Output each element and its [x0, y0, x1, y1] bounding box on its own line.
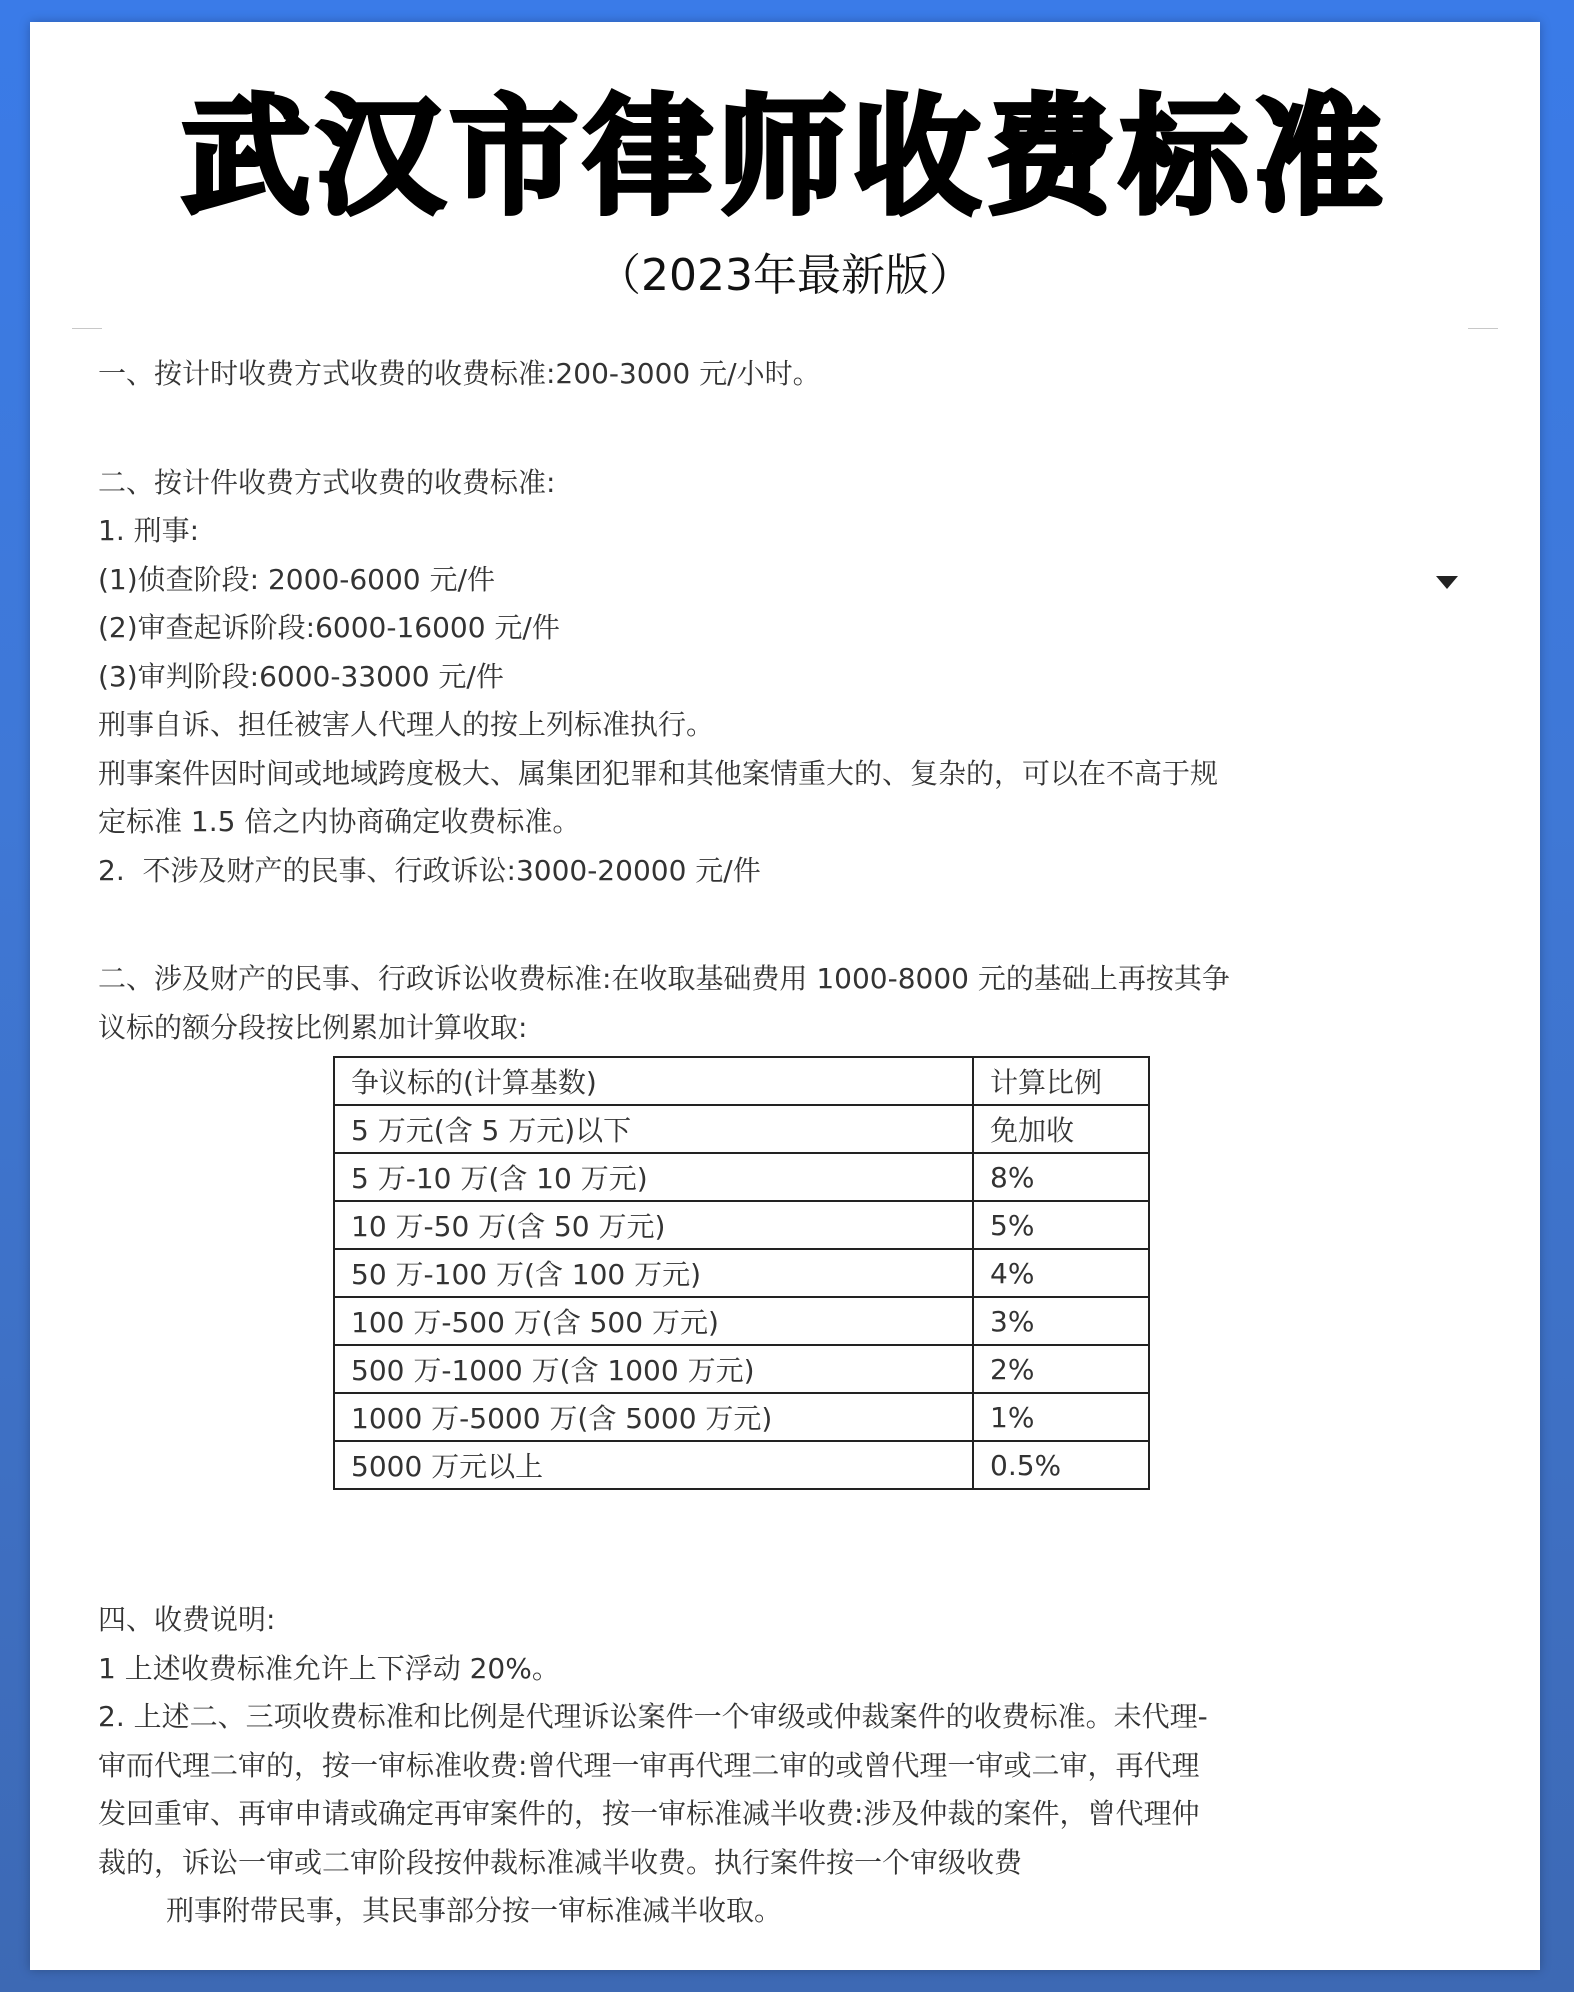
document-page — [30, 22, 1540, 1970]
notes-item-3: 刑事附带民事，其民事部分按一审标准减半收取。 — [166, 1894, 783, 1927]
table-cell-ratio: 4% — [973, 1249, 1149, 1297]
criminal-heading: 1. 刑事: — [98, 514, 200, 547]
table-row — [334, 1249, 1149, 1297]
table-row — [334, 1201, 1149, 1249]
table-cell-basis: 5 万-10 万(含 10 万元) — [334, 1153, 973, 1201]
notes-item-2-line-2: 审而代理二审的，按一审标准收费:曾代理一审再代理二审的或曾代理一审或二审，再代理 — [98, 1748, 1200, 1782]
page-subtitle: （2023年最新版） — [597, 250, 973, 301]
section-property-line-2: 议标的额分段按比例累加计算收取: — [98, 1010, 528, 1044]
section-per-case-heading: 二、按计件收费方式收费的收费标准: — [98, 465, 556, 499]
table-cell-basis: 1000 万-5000 万(含 5000 万元) — [334, 1393, 973, 1441]
table-cell-basis: 50 万-100 万(含 100 万元) — [334, 1249, 973, 1297]
notes-item-2-line-3: 发回重审、再审申请或确定再审案件的，按一审标准减半收费:涉及仲裁的案件，曾代理仲 — [98, 1797, 1200, 1830]
table-header-row — [334, 1057, 1149, 1105]
table-cell-basis: 10 万-50 万(含 50 万元) — [334, 1201, 973, 1249]
page-corner-mark-right — [1468, 328, 1498, 329]
notes-item-2-line-4: 裁的，诉讼一审或二审阶段按仲裁标准减半收费。执行案件按一个审级收费 — [98, 1845, 1023, 1879]
criminal-stage-prosecution: (2)审查起诉阶段:6000-16000 元/件 — [98, 611, 560, 644]
table-row — [334, 1297, 1149, 1345]
criminal-note-private: 刑事自诉、担任被害人代理人的按上列标准执行。 — [98, 708, 715, 741]
notes-item-2-line-1: 2. 上述二、三项收费标准和比例是代理诉讼案件一个审级或仲裁案件的收费标准。未代理- — [98, 1700, 1208, 1733]
page-corner-mark-left — [72, 328, 102, 329]
table-header-ratio: 计算比例 — [973, 1057, 1149, 1105]
table-cell-ratio: 8% — [973, 1153, 1149, 1201]
section-property-line-1: 二、涉及财产的民事、行政诉讼收费标准:在收取基础费用 1000-8000 元的基础上再按其争 — [98, 962, 1230, 995]
civil-non-property-fee: 2. 不涉及财产的民事、行政诉讼:3000-20000 元/件 — [98, 853, 761, 887]
table-cell-basis: 100 万-500 万(含 500 万元) — [334, 1297, 973, 1345]
table-cell-ratio: 3% — [973, 1297, 1149, 1345]
fee-notes-section — [98, 1596, 1498, 1936]
section-hourly-fee: 一、按计时收费方式收费的收费标准:200-3000 元/小时。 — [98, 357, 821, 390]
table-cell-ratio: 免加收 — [973, 1105, 1149, 1153]
fee-ratio-table — [333, 1056, 1150, 1490]
table-row — [334, 1345, 1149, 1393]
table-cell-ratio: 1% — [973, 1393, 1149, 1441]
notes-heading: 四、收费说明: — [98, 1603, 276, 1636]
criminal-stage-trial: (3)审判阶段:6000-33000 元/件 — [98, 659, 504, 693]
table-row — [334, 1441, 1149, 1489]
table-header-basis: 争议标的(计算基数) — [334, 1057, 973, 1105]
table-cell-basis: 5 万元(含 5 万元)以下 — [334, 1105, 973, 1153]
table-cell-ratio: 0.5% — [973, 1441, 1149, 1489]
table-cell-ratio: 2% — [973, 1345, 1149, 1393]
table-row — [334, 1153, 1149, 1201]
table-cell-ratio: 5% — [973, 1201, 1149, 1249]
table-cell-basis: 5000 万元以上 — [334, 1441, 973, 1489]
table-row — [334, 1105, 1149, 1153]
criminal-note-complex-1: 刑事案件因时间或地域跨度极大、属集团犯罪和其他案情重大的、复杂的，可以在不高于规 — [98, 756, 1219, 790]
table-row — [334, 1393, 1149, 1441]
criminal-stage-investigation: (1)侦查阶段: 2000-6000 元/件 — [98, 562, 495, 596]
criminal-note-complex-2: 定标准 1.5 倍之内协商确定收费标准。 — [98, 805, 581, 838]
table-cell-basis: 500 万-1000 万(含 1000 万元) — [334, 1345, 973, 1393]
notes-item-1: 1 上述收费标准允许上下浮动 20%。 — [98, 1651, 560, 1685]
page-title: 武汉市律师收费标准 — [181, 83, 1388, 232]
fee-text-body — [98, 350, 1498, 1052]
